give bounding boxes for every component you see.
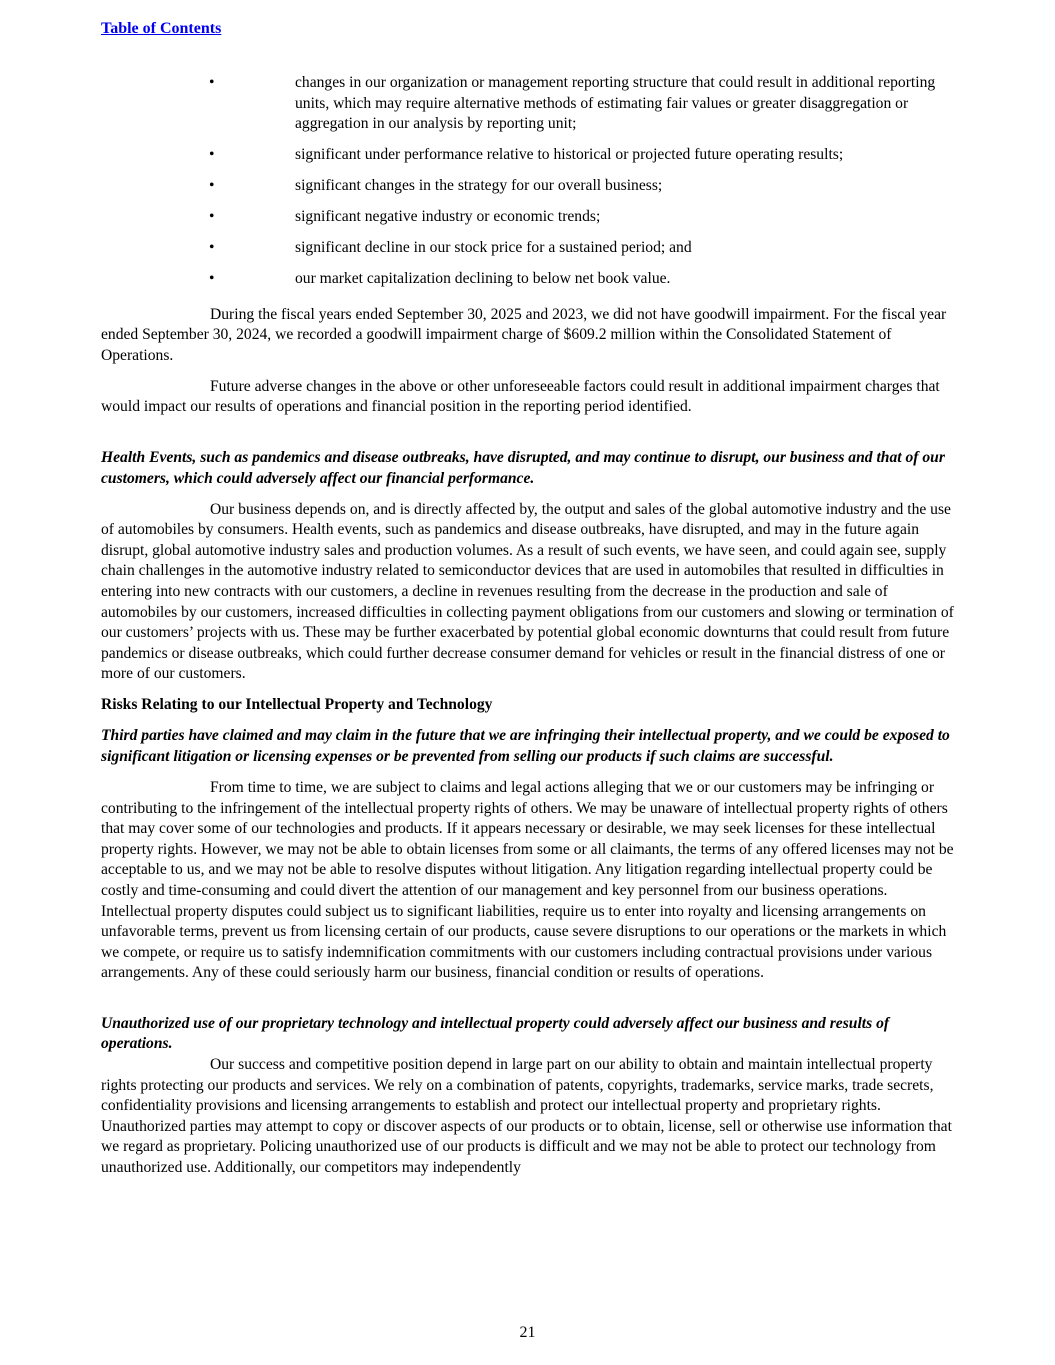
- list-item: [101, 145, 956, 166]
- list-item-text: significant changes in the strategy for our overall business;: [295, 177, 663, 195]
- bullet-icon: •: [209, 270, 215, 288]
- list-item-text: our market capitalization declining to below net book value.: [295, 270, 671, 288]
- unauthorized-use-heading: Unauthorized use of our proprietary technology and intellectual property could adversely affect our business and results of operations.: [101, 1014, 890, 1053]
- page-number: 21: [519, 1324, 536, 1341]
- list-item-text: significant decline in our stock price for a sustained period; and: [295, 239, 692, 257]
- list-item: [101, 238, 956, 259]
- health-events-heading: Health Events, such as pandemics and disease outbreaks, have disrupted, and may continue to disrupt, our business and that of our customers, which could adversely affect our financial performance.: [101, 449, 945, 487]
- bullet-icon: •: [209, 74, 215, 91]
- list-item: [101, 73, 956, 135]
- list-item-text: significant negative industry or economic trends;: [295, 208, 601, 226]
- ip-section-heading: Risks Relating to our Intellectual Property and Technology: [101, 696, 493, 714]
- unauthorized-use-paragraph: Our success and competitive position depend in large part on our ability to obtain and maintain intellectual property rights protecting our products and services. We rely on a combination of patents, copyrights, trademarks, service marks, trade secrets, confidentiality provisions and licensing arrangements to establish and protect our intellectual property and proprietary rights. Unauthorized parties may attempt to copy or discover aspects of our products or to obtain, license, sell or otherwise use information that we regard as proprietary. Policing unauthorized use of our products is difficult and we may not be able to protect our technology from unauthorized use. Additionally, our competitors may independently: [101, 1056, 952, 1177]
- table-of-contents-link[interactable]: Table of Contents: [101, 20, 222, 37]
- list-item: [101, 269, 956, 290]
- bullet-icon: •: [209, 177, 215, 195]
- list-item: [101, 207, 956, 228]
- third-party-claims-paragraph: From time to time, we are subject to claims and legal actions alleging that we or our customers may be infringing or contributing to the infringement of the intellectual property rights of others. We may be unaware of intellectual property rights of others that may cover some of our technologies and products. If it appears necessary or desirable, we may seek licenses for these intellectual property rights. However, we may not be able to obtain licenses from some or all claimants, the terms of any offered licenses may not be acceptable to us, and we may not be able to resolve disputes without litigation. Any litigation regarding intellectual property could be costly and time-consuming and could divert the attention of our management and key personnel from our business operations. Intellectual property disputes could subject us to significant liabilities, require us to enter into royalty and licensing arrangements on unfavorable terms, prevent us from licensing certain of our products, cause severe disruptions to our operations or the markets in which we compete, or require us to satisfy indemnification commitments with our customers including contractual provisions under various arrangements. Any of these could seriously harm our business, financial condition or results of operations.: [101, 778, 954, 982]
- list-item: [101, 176, 956, 197]
- health-events-paragraph: Our business depends on, and is directly affected by, the output and sales of the global automotive industry and the use of automobiles by consumers. Health events, such as pandemics and disease outbreaks, have disrupted, and may in the future again disrupt, global automotive industry sales and production volumes. As a result of such events, we have seen, and could again see, supply chain challenges in the automotive industry related to semiconductor devices that are used in automobiles that resulted in difficulties in entering into new contracts with our customers, a decline in revenues resulting from the decrease in the production and sale of automobiles by our customers, increased difficulties in collecting payment obligations from our customers and slowing or termination of our customers’ projects with us. These may be further exacerbated by potential global economic downturns that could result from future pandemics or disease outbreaks, which could further decrease consumer demand for vehicles or result in the financial distress of one or more of our customers.: [101, 500, 954, 683]
- bullet-icon: •: [209, 239, 215, 257]
- bullet-list: [101, 73, 956, 290]
- document-body: [101, 73, 956, 1189]
- list-item-text: changes in our organization or management reporting structure that could result in additional reporting units, which may require alternative methods of estimating fair values or greater disaggregation or aggregation in our analysis by reporting unit;: [295, 74, 936, 133]
- bullet-icon: •: [209, 208, 215, 226]
- goodwill-paragraph: During the fiscal years ended September 30, 2025 and 2023, we did not have goodwill impairment. For the fiscal year ended September 30, 2024, we recorded a goodwill impairment charge of $609.2 million within the Consolidated Statement of Operations.: [101, 305, 947, 364]
- future-changes-paragraph: Future adverse changes in the above or other unforeseeable factors could result in additional impairment charges that would impact our results of operations and financial position in the reporting period identified.: [101, 377, 940, 416]
- list-item-text: significant under performance relative to historical or projected future operating results;: [295, 146, 844, 164]
- bullet-icon: •: [209, 146, 215, 164]
- third-party-claims-heading: Third parties have claimed and may claim in the future that we are infringing their intellectual property, and we could be exposed to significant litigation or licensing expenses or be prevented from selling our products if such claims are successful.: [101, 727, 950, 765]
